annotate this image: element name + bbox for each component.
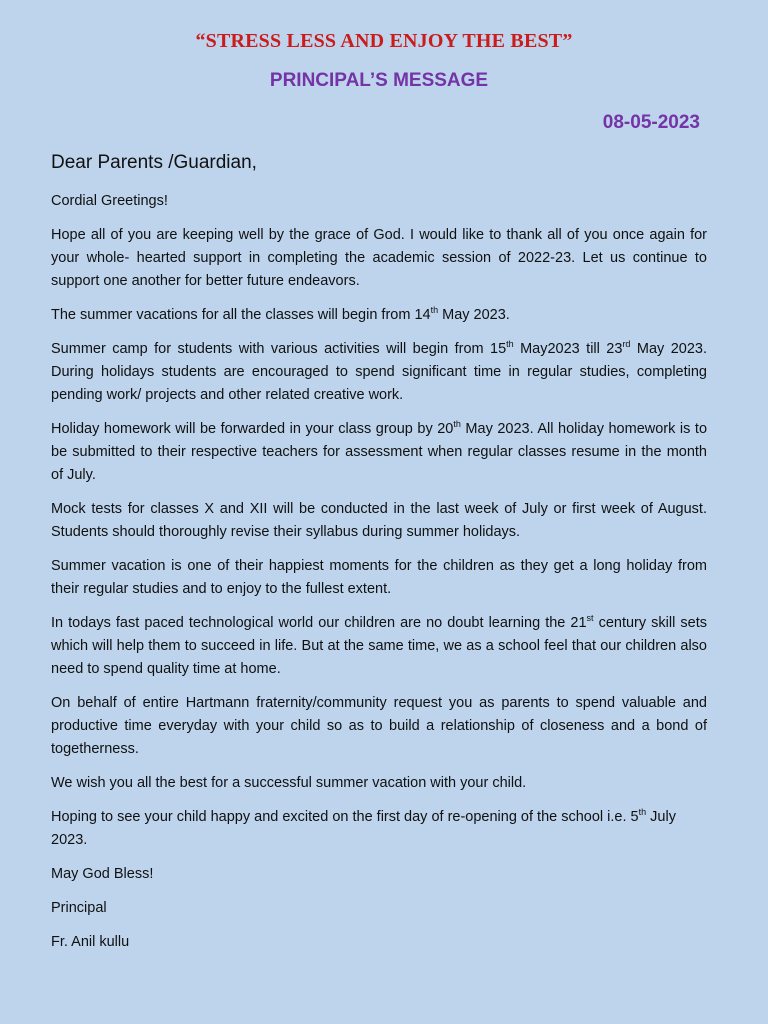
text: May 2023.: [438, 307, 510, 323]
paragraph-skill-sets: [51, 612, 707, 681]
paragraph-homework: [51, 418, 707, 487]
closing: [51, 863, 707, 954]
text: May 2023. All holiday homework is to be submitted to their respective teachers for assessment when regular classes resume in the month of July.: [51, 421, 708, 483]
signoff-name: Fr. Anil kullu: [51, 934, 130, 950]
paragraph-happiest-moments: Summer vacation is one of their happiest moments for the children as they get a long holiday from their regular studies and to enjoy to the fullest extent.: [51, 558, 707, 597]
letter-body: [51, 190, 707, 965]
paragraph-vacation-start: [51, 304, 707, 327]
superscript: st: [586, 613, 594, 624]
salutation: Dear Parents /Guardian,: [51, 152, 257, 173]
paragraph-thanks: Hope all of you are keeping well by the grace of God. I would like to thank all of you once again for your whole- hearted support in completing the academic session of 2022-23. Let us continue to support one another for better future endeavors.: [51, 227, 707, 289]
paragraph-fraternity: On behalf of entire Hartmann fraternity/community request you as parents to spend valuable and productive time everyday with your child so as to build a relationship of closeness and a bond of togetherness.: [51, 695, 707, 757]
banner-title: “STRESS LESS AND ENJOY THE BEST”: [195, 30, 573, 52]
text: Holiday homework will be forwarded in your class group by 20: [51, 421, 454, 437]
text: May2023 till 23: [513, 341, 623, 357]
text: Summer camp for students with various activities will begin from 15: [51, 341, 507, 357]
superscript: th: [506, 339, 514, 350]
text: century skill sets which will help them to succeed in life. But at the same time, we as a school feel that our children also need to spend quality time at home.: [51, 615, 707, 677]
text: Hoping to see your child happy and excited on the first day of re-opening of the school i.e. 5: [51, 809, 639, 825]
superscript: th: [453, 419, 461, 430]
text: In todays fast paced technological world our children are no doubt learning the 21: [51, 615, 587, 631]
blessing: May God Bless!: [51, 866, 154, 882]
text: The summer vacations for all the classes will begin from 14: [51, 307, 431, 323]
letter-date: 08-05-2023: [602, 112, 700, 133]
greeting: Cordial Greetings!: [51, 193, 168, 209]
paragraph-mock-tests: Mock tests for classes X and XII will be conducted in the last week of July or first week of August. Students should thoroughly revise their syllabus during summer holidays.: [51, 501, 707, 540]
text: July 2023.: [51, 809, 676, 848]
page-title: PRINCIPAL’S MESSAGE: [269, 70, 489, 91]
superscript: th: [638, 807, 647, 818]
superscript: th: [430, 305, 439, 316]
superscript: rd: [622, 339, 631, 350]
paragraph-summer-camp: [51, 338, 707, 407]
paragraph-wishes: We wish you all the best for a successful summer vacation with your child.: [51, 775, 527, 791]
signoff-title: Principal: [51, 900, 107, 916]
paragraph-reopening: [51, 806, 707, 852]
text: May 2023. During holidays students are encouraged to spend significant time in regular studies, completing pending work/ projects and other related creative work.: [51, 341, 707, 403]
